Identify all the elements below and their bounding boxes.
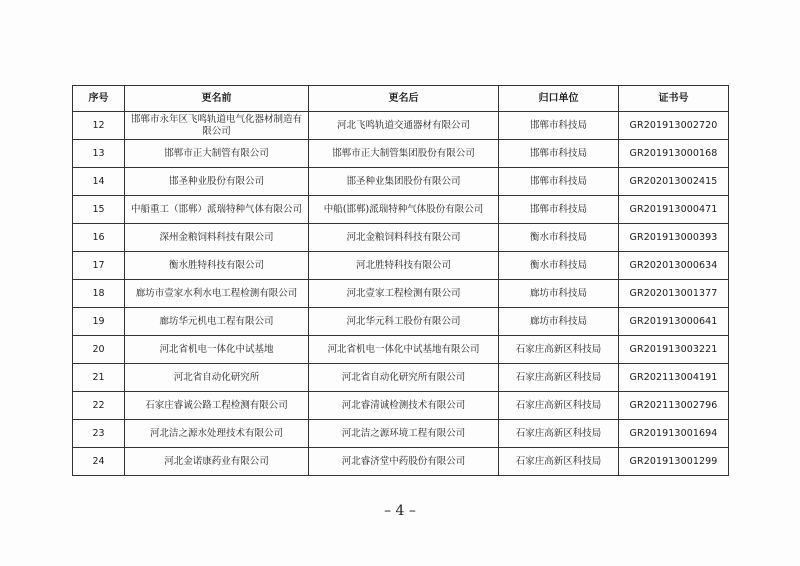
cell-after: 河北华元科工股份有限公司 [309, 308, 499, 336]
cell-before: 深州金粮饲料科技有限公司 [125, 224, 309, 252]
cell-before: 石家庄睿诚公路工程检测有限公司 [125, 392, 309, 420]
cell-cert: GR201913000471 [619, 196, 729, 224]
cell-cert: GR201913003221 [619, 336, 729, 364]
cell-cert: GR201913002720 [619, 112, 729, 140]
table-row [73, 420, 729, 448]
cell-after: 河北胜特科技有限公司 [309, 252, 499, 280]
cell-after: 河北洁之源环境工程有限公司 [309, 420, 499, 448]
table-row [73, 280, 729, 308]
cell-cert: GR201913000168 [619, 140, 729, 168]
cell-no: 17 [73, 252, 125, 280]
cell-no: 15 [73, 196, 125, 224]
cell-no: 18 [73, 280, 125, 308]
cell-unit: 石家庄高新区科技局 [499, 392, 619, 420]
cell-before: 邯圣种业股份有限公司 [125, 168, 309, 196]
cell-cert: GR202113002796 [619, 392, 729, 420]
cell-after: 河北金粮饲料科技有限公司 [309, 224, 499, 252]
header-no: 序号 [73, 86, 125, 112]
cell-before: 河北金诺康药业有限公司 [125, 448, 309, 476]
cell-cert: GR201913000393 [619, 224, 729, 252]
cell-no: 16 [73, 224, 125, 252]
cell-before: 河北洁之源水处理技术有限公司 [125, 420, 309, 448]
cell-no: 14 [73, 168, 125, 196]
cell-after: 河北睿济堂中药股份有限公司 [309, 448, 499, 476]
cell-before: 廊坊市壹家水利水电工程检测有限公司 [125, 280, 309, 308]
table-row [73, 196, 729, 224]
header-cert: 证书号 [619, 86, 729, 112]
cell-no: 21 [73, 364, 125, 392]
cell-before: 河北省机电一体化中试基地 [125, 336, 309, 364]
page-number: – 4 – [384, 503, 416, 519]
cell-after: 河北飞鸣轨道交通器材有限公司 [309, 112, 499, 140]
cell-after: 河北壹家工程检测有限公司 [309, 280, 499, 308]
cell-no: 12 [73, 112, 125, 140]
cell-cert: GR201913001694 [619, 420, 729, 448]
cell-no: 20 [73, 336, 125, 364]
header-unit: 归口单位 [499, 86, 619, 112]
cell-unit: 廊坊市科技局 [499, 280, 619, 308]
cell-before: 中船重工（邯郸）派瑞特种气体有限公司 [125, 196, 309, 224]
table-row [73, 392, 729, 420]
cell-unit: 邯郸市科技局 [499, 112, 619, 140]
cell-no: 23 [73, 420, 125, 448]
table-row [73, 168, 729, 196]
cell-cert: GR201913000641 [619, 308, 729, 336]
cell-unit: 邯郸市科技局 [499, 168, 619, 196]
company-rename-table [72, 85, 729, 476]
cell-before: 邯郸市正大制管有限公司 [125, 140, 309, 168]
cell-no: 22 [73, 392, 125, 420]
cell-cert: GR202013000634 [619, 252, 729, 280]
cell-no: 19 [73, 308, 125, 336]
cell-cert: GR202013002415 [619, 168, 729, 196]
cell-cert: GR201913001299 [619, 448, 729, 476]
table-row [73, 140, 729, 168]
cell-unit: 衡水市科技局 [499, 224, 619, 252]
table-row [73, 252, 729, 280]
cell-unit: 衡水市科技局 [499, 252, 619, 280]
cell-unit: 邯郸市科技局 [499, 196, 619, 224]
cell-after: 河北省自动化研究所有限公司 [309, 364, 499, 392]
cell-after: 河北睿清诚检测技术有限公司 [309, 392, 499, 420]
cell-after: 邯圣种业集团股份有限公司 [309, 168, 499, 196]
table-row [73, 112, 729, 140]
cell-unit: 石家庄高新区科技局 [499, 448, 619, 476]
cell-unit: 廊坊市科技局 [499, 308, 619, 336]
table-header-row [73, 86, 729, 112]
table-row [73, 448, 729, 476]
table-row [73, 364, 729, 392]
cell-after: 中船(邯郸)派瑞特种气体股份有限公司 [309, 196, 499, 224]
header-before: 更名前 [125, 86, 309, 112]
cell-cert: GR202013001377 [619, 280, 729, 308]
cell-unit: 邯郸市科技局 [499, 140, 619, 168]
cell-before: 邯郸市永年区飞鸣轨道电气化器材制造有限公司 [125, 112, 309, 140]
cell-no: 13 [73, 140, 125, 168]
cell-after: 邯郸市正大制管集团股份有限公司 [309, 140, 499, 168]
cell-unit: 石家庄高新区科技局 [499, 420, 619, 448]
cell-cert: GR202113004191 [619, 364, 729, 392]
table-row [73, 336, 729, 364]
cell-before: 河北省自动化研究所 [125, 364, 309, 392]
cell-unit: 石家庄高新区科技局 [499, 364, 619, 392]
table-row [73, 224, 729, 252]
table-row [73, 308, 729, 336]
cell-no: 24 [73, 448, 125, 476]
cell-before: 廊坊华元机电工程有限公司 [125, 308, 309, 336]
cell-before: 衡水胜特科技有限公司 [125, 252, 309, 280]
cell-unit: 石家庄高新区科技局 [499, 336, 619, 364]
cell-after: 河北省机电一体化中试基地有限公司 [309, 336, 499, 364]
header-after: 更名后 [309, 86, 499, 112]
